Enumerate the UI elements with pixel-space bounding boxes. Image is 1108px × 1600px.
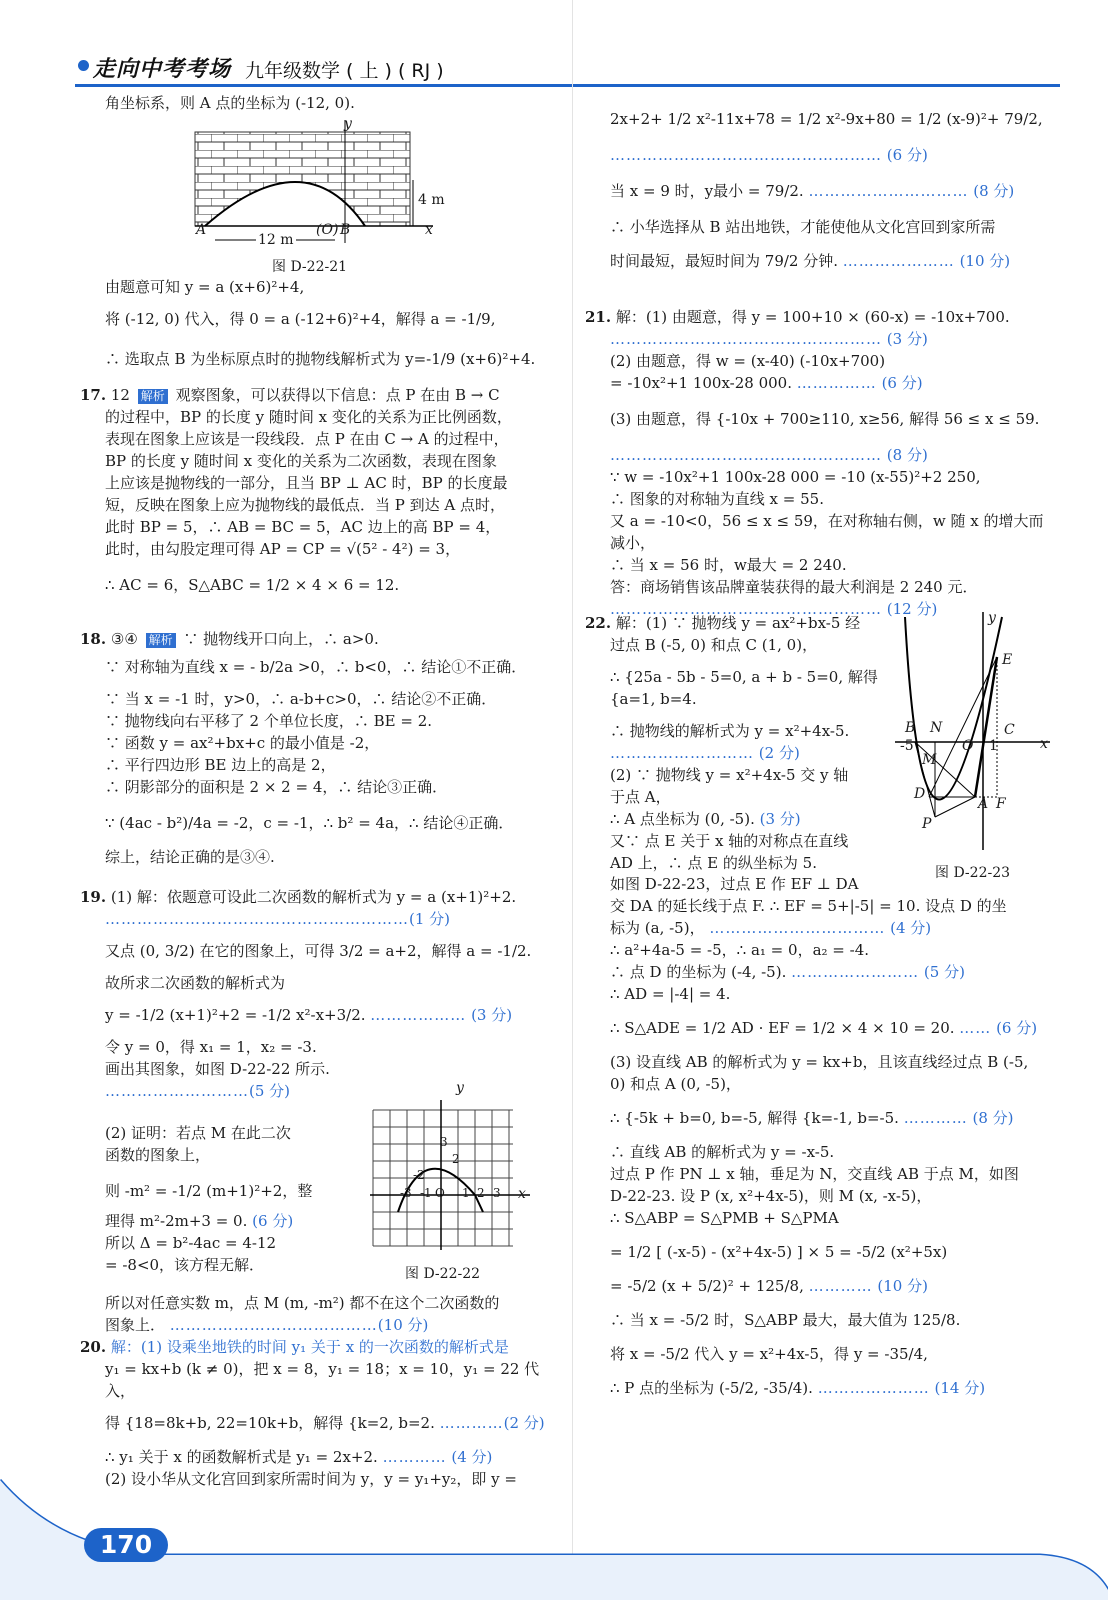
score: (2 分) <box>758 744 800 762</box>
score: (8 分) <box>886 446 928 464</box>
fig23-label: A <box>978 796 989 812</box>
q19: 19. (1) 解：依题意可设此二次函数的解析式为 y = a (x+1)²+2. …………………………………………………(1 分) 又点 (0, 3/2) 在它的图象上，可得 3/2 = a+2，解得 a = -1/2. 故所求二次函数的解析式为 y = -1/2 (x+1)²+2 = -1/2 x²-x+3/2. ……………… (3 分) 令 y = 0，得 x₁ = 1，x₂ = -3. 画出其图象，如图 D-22-22 所示. ………………………(5 分) <box>80 886 555 1102</box>
q22-line: = 1/2 [ (-x-5) - (x²+4x-5) ] × 5 = -5/2 (x²+5x) <box>610 1243 948 1261</box>
right-line: 时间最短，最短时间为 79/2 分钟. <box>610 252 838 270</box>
q16-line-2: 将 (-12, 0) 代入，得 0 = a (-12+6)²+4，解得 a = -1/9, <box>105 310 496 328</box>
fig22-tick: 3 <box>493 1186 501 1200</box>
fig21-y-label: y <box>344 116 352 132</box>
fig23-label: 1 <box>989 738 998 754</box>
q20-line: 得 {18=8k+b, 22=10k+b，解得 {k=2, b=2. <box>105 1414 435 1432</box>
q17-line: 表现在图象上应该是一段线段．点 P 在由 C → A 的过程中， <box>105 430 509 448</box>
q19-line: 令 y = 0，得 x₁ = 1，x₂ = -3. <box>105 1038 317 1056</box>
header-subtitle: 九年级数学 ( 上 ) ( RJ ) <box>245 60 444 82</box>
q22-line: ∴ {-5k + b=0, b=-5, 解得 {k=-1, b=-5. <box>610 1109 899 1127</box>
fig23-label: M <box>922 752 937 768</box>
q19-line: 所以对任意实数 m，点 M (m, -m²) 都不在这个二次函数的 <box>105 1294 500 1312</box>
q21-line: ∴ 图象的对称轴为直线 x = 55. <box>610 490 824 508</box>
score: (10 分) <box>877 1277 928 1295</box>
q17-line: 上应该是抛物线的一部分，且当 BP ⊥ AC 时，BP 的长度最 <box>105 474 508 492</box>
q22-line: ∴ P 点的坐标为 (-5/2, -35/4). <box>610 1379 813 1397</box>
q17-answer: 12 <box>110 386 130 404</box>
fig21-caption: 图 D-22-21 <box>272 259 348 275</box>
q18-analysis-tag: 解析 <box>146 633 176 648</box>
q19-line: 图象上． <box>105 1316 166 1334</box>
q18 <box>80 628 555 868</box>
fig22-y-label: y <box>456 1080 464 1096</box>
page-header <box>0 0 1108 92</box>
score: (4 分) <box>451 1448 493 1466</box>
q21-line: 又 a = -10<0，56 ≤ x ≤ 59，在对称轴右侧，w 随 x 的增大而减小， <box>610 512 1044 552</box>
q22-line: AD 上，∴ 点 E 的纵坐标为 5. <box>610 854 817 872</box>
q19-part2 <box>105 1122 365 1276</box>
q22-line: 将 x = -5/2 代入 y = x²+4x-5，得 y = -35/4, <box>610 1345 928 1363</box>
q22-line: ∴ A 点坐标为 (0, -5). <box>610 810 755 828</box>
q22-line: ∴ 直线 AB 的解析式为 y = -x-5. <box>610 1143 835 1161</box>
score: (4 分) <box>890 919 932 937</box>
header-rule <box>75 84 1060 87</box>
q16-line-3: ∴ 选取点 B 为坐标原点时的抛物线解析式为 y=-1/9 (x+6)²+4. <box>105 350 536 368</box>
figure-d-22-21 <box>185 118 455 268</box>
q16-line-1: 由题意可知 y = a (x+6)²+4, <box>105 278 305 296</box>
q20-line: 解：(1) 设乘坐地铁的时间 y₁ 关于 x 的一次函数的解析式是 <box>110 1338 509 1356</box>
fig23-label: E <box>1002 652 1013 668</box>
q19-part2-tail: 所以对任意实数 m，点 M (m, -m²) 都不在这个二次函数的 图象上． …………………………………(10 分) <box>105 1292 555 1336</box>
left-column <box>105 92 555 114</box>
q22-line: D-22-23. 设 P (x, x²+4x-5)，则 M (x, -x-5)， <box>610 1187 932 1205</box>
fig22-tick: -3 <box>400 1186 412 1200</box>
q22-line: 0) 和点 A (0, -5)， <box>610 1075 741 1093</box>
q22-line: (2) ∵ 抛物线 y = x²+4x-5 交 y 轴 <box>610 766 849 784</box>
q18-line: 综上，结论正确的是③④. <box>105 848 275 866</box>
q19-line: y = -1/2 (x+1)²+2 = -1/2 x²-x+3/2. <box>105 1006 366 1024</box>
q19-line: 理得 m²-2m+3 = 0. <box>105 1212 248 1230</box>
score: (2 分) <box>503 1414 545 1432</box>
score: (6 分) <box>881 374 923 392</box>
q20-number: 20. <box>80 1338 107 1356</box>
q18-line: ∵ (4ac - b²)/4a = -2，c = -1，∴ b² = 4a，∴ 结论④正确． <box>105 814 514 832</box>
q20: 20. 解：(1) 设乘坐地铁的时间 y₁ 关于 x 的一次函数的解析式是 y₁ = kx+b (k ≠ 0)，把 x = 8，y₁ = 18；x = 10，y₁ = 22 代入， 得 {18=8k+b, 22=10k+b，解得 {k=2, b=2. …………(2 分) ∴ y₁ 关于 x 的函数解析式是 y₁ = 2x+2. ………… (4 分) (2) 设小华从文化宫回到家所需时间为 y，y = y₁+y₂，即 y = <box>80 1336 555 1490</box>
q21: 21. 解：(1) 由题意，得 y = 100+10 × (60-x) = -10x+700. …………………………………………… (3 分) (2) 由题意，得 w = (x-40) (-10x+700) = -10x²+1 100x-28 000. …………… (6 分) (3) 由题意，得 {-10x + 700≥110, x≥56, 解得 56 ≤ x ≤ 59. …………………………………………… (8 分) ∵ w = -10x²+1 100x-28 000 = -10 (x-55)²+2 250, ∴ 图象的对称轴为直线 x = 55. 又 a = -10<0，56 ≤ x ≤ 59，在对称轴右侧，w 随 x 的增大而减小， ∴ 当 x = 56 时，w最大 = 2 240. 答：商场销售该品牌童装获得的最大利润是 2 240 元． …………………………………………… (12 分) <box>585 306 1055 620</box>
q17-line: 此时 BP = 5，∴ AB = BC = 5，AC 边上的高 BP = 4， <box>105 518 501 536</box>
q17-line-0: 观察图象，可以获得以下信息：点 P 在由 B → C <box>175 386 500 404</box>
q17-line: BP 的长度 y 随时间 x 变化的关系为二次函数，表现在图象 <box>105 452 497 470</box>
q19-line: 函数的图象上， <box>105 1146 211 1164</box>
q22-line: ∴ 抛物线的解析式为 y = x²+4x-5. <box>610 722 850 740</box>
fig23-label: y <box>988 610 996 626</box>
fig23-label: F <box>996 796 1006 812</box>
q17-line: 短，反映在图象上应为抛物线的最低点．当 P 到达 A 点时， <box>105 496 506 514</box>
q16-tail <box>105 276 555 370</box>
score: (6 分) <box>996 1019 1038 1037</box>
fig23-label: O <box>962 738 974 754</box>
header-bullet-icon <box>78 60 89 71</box>
q18-line-0: ∵ 抛物线开口向上，∴ a>0. <box>183 630 379 648</box>
score: (8 分) <box>972 1109 1014 1127</box>
fig21-width-label: 12 m <box>258 232 294 248</box>
q18-answer: ③④ <box>110 630 138 648</box>
figure-d-22-22 <box>370 1100 535 1260</box>
score: (14 分) <box>934 1379 986 1397</box>
q19-line: 则 -m² = -1/2 (m+1)²+2，整 <box>105 1182 313 1200</box>
q22-line: 又∵ 点 E 关于 x 轴的对称点在直线 <box>610 832 849 850</box>
q18-line: ∵ 抛物线向右平移了 2 个单位长度，∴ BE = 2. <box>105 712 433 730</box>
q22-line: ∴ 点 D 的坐标为 (-4, -5). <box>610 963 787 981</box>
q22-continued: 如图 D-22-23，过点 E 作 EF ⊥ DA 交 DA 的延长线于点 F. ∴ EF = 5+|-5| = 10. 设点 D 的坐 标为 (a, -5)， …………………………… (4 分) ∴ a²+4a-5 = -5，∴ a₁ = 0，a₂ = -4. ∴ 点 D 的坐标为 (-4, -5). …………………… (5 分) ∴ AD = |-4| = 4. ∴ S△ADE = 1/2 AD · EF = 1/2 × 4 × 10 = 20. …… (6 分) (3) 设直线 AB 的解析式为 y = kx+b，且该直线经过点 B (-5, 0) 和点 A (0, -5)， ∴ {-5k + b=0, b=-5, 解得 {k=-1, b=-5. ………… (8 分) ∴ 直线 AB 的解析式为 y = -x-5. 过点 P 作 PN ⊥ x 轴，垂足为 N，交直线 AB 于点 M，如图 D-22-23. 设 P (x, x²+4x-5)，则 M (x, -x-5)， ∴ S△ABP = S△PMB + S△PMA = 1/2 [ (-x-5) - (x²+4x-5) ] × 5 = -5/2 (x²+5x) = -5/2 (x + 5/2)² + 125/8, ………… (10 分) ∴ 当 x = -5/2 时，S△ABP 最大，最大值为 125/8. 将 x = -5/2 代入 y = x²+4x-5，得 y = -35/4, ∴ P 点的坐标为 (-5/2, -35/4). ………………… (14 分) <box>610 873 1055 1399</box>
fig21-o-label: (O) <box>316 222 339 238</box>
q21-number: 21. <box>585 308 612 326</box>
page-number: 170 <box>84 1528 168 1562</box>
q17-analysis-tag: 解析 <box>138 389 168 404</box>
footer-decoration <box>0 1440 1108 1600</box>
q20-continued: 2x+2+ 1/2 x²-11x+78 = 1/2 x²-9x+80 = 1/2 (x-9)²+ 79/2, …………………………………………… (6 分) 当 x = 9 时，y最小 = 79/2. ………………………… (8 分) ∴ 小华选择从 B 站出地铁，才能使他从文化宫回到家所需 时间最短，最短时间为 79/2 分钟. ………………… (10 分) <box>610 108 1050 272</box>
fig23-label: B <box>905 720 916 736</box>
score: (6 分) <box>252 1212 294 1230</box>
score: (3 分) <box>471 1006 513 1024</box>
q19-line: 画出其图象，如图 D-22-22 所示. <box>105 1060 330 1078</box>
q22-line: 交 DA 的延长线于点 F. ∴ EF = 5+|-5| = 10. 设点 D 的坐 <box>610 897 1007 915</box>
q21-line: ∵ w = -10x²+1 100x-28 000 = -10 (x-55)²+2 250, <box>610 468 981 486</box>
fig22-tick: -1 <box>420 1186 432 1200</box>
q22: 22. 解：(1) ∵ 抛物线 y = ax²+bx-5 经 过点 B (-5, 0) 和点 C (1, 0)， ∴ {25a - 5b - 5=0, a + b - 5=0, 解得 {a=1, b=4. ∴ 抛物线的解析式为 y = x²+4x-5. ……………………… (2 分) (2) ∵ 抛物线 y = x²+4x-5 交 y 轴 于点 A， ∴ A 点坐标为 (0, -5). (3 分) 又∵ 点 E 关于 x 轴的对称点在直线 AD 上，∴ 点 E 的纵坐标为 5. <box>585 612 885 874</box>
q17 <box>80 384 555 596</box>
q17-line: ∴ AC = 6，S△ABC = 1/2 × 4 × 6 = 12. <box>105 576 400 594</box>
score: (5 分) <box>249 1082 291 1100</box>
q18-line: ∴ 阴影部分的面积是 2 × 2 = 4，∴ 结论③正确． <box>105 778 448 796</box>
q20-line: ∴ y₁ 关于 x 的函数解析式是 y₁ = 2x+2. <box>105 1448 378 1466</box>
q21-line: (2) 由题意，得 w = (x-40) (-10x+700) <box>610 352 886 370</box>
q22-line: 如图 D-22-23，过点 E 作 EF ⊥ DA <box>610 875 859 893</box>
score: (10 分) <box>377 1316 429 1334</box>
q22-line: 标为 (a, -5)， <box>610 919 705 937</box>
q22-line: ∴ AD = |-4| = 4. <box>610 985 731 1003</box>
fig23-label: D <box>914 786 926 802</box>
fig22-tick: 1 <box>462 1186 470 1200</box>
q22-line: ∴ 当 x = -5/2 时，S△ABP 最大，最大值为 125/8. <box>610 1311 961 1329</box>
fig22-tick: 2 <box>477 1186 485 1200</box>
intro-line: 角坐标系，则 A 点的坐标为 (-12, 0). <box>105 94 355 112</box>
header-brand: 走向中考考场 <box>93 57 232 82</box>
fig22-tick: 3 <box>440 1135 448 1149</box>
q22-line: ∴ S△ABP = S△PMB + S△PMA <box>610 1209 839 1227</box>
fig21-x-label: x <box>425 222 433 238</box>
q22-number: 22. <box>585 614 612 632</box>
score: (10 分) <box>959 252 1011 270</box>
q18-line: ∵ 当 x = -1 时，y>0，∴ a-b+c>0，∴ 结论②不正确． <box>105 690 497 708</box>
right-line: 2x+2+ 1/2 x²-11x+78 = 1/2 x²-9x+80 = 1/2 (x-9)²+ 79/2, <box>610 110 1043 128</box>
q22-line: = -5/2 (x + 5/2)² + 125/8, <box>610 1277 804 1295</box>
q22-line: ∴ {25a - 5b - 5=0, a + b - 5=0, 解得 {a=1, b=4. <box>610 668 878 708</box>
q22-line: 解：(1) ∵ 抛物线 y = ax²+bx-5 经 <box>615 614 861 632</box>
fig23-label: x <box>1040 736 1048 752</box>
right-line: 当 x = 9 时，y最小 = 79/2. <box>610 182 804 200</box>
fig21-b-label: B <box>340 222 351 238</box>
fig22-tick: O <box>435 1186 445 1200</box>
score: (12 分) <box>886 600 938 618</box>
q19-number: 19. <box>80 888 107 906</box>
fig21-height-label: 4 m <box>418 192 445 208</box>
figure-d-22-23 <box>895 612 1055 852</box>
score: (8 分) <box>973 182 1015 200</box>
q19-line: 又点 (0, 3/2) 在它的图象上，可得 3/2 = a+2，解得 a = -1/2. <box>105 942 532 960</box>
score: (3 分) <box>886 330 928 348</box>
fig22-x-label: x <box>518 1186 526 1202</box>
q22-line: ∴ a²+4a-5 = -5，∴ a₁ = 0，a₂ = -4. <box>610 941 870 959</box>
q18-line: ∵ 对称轴为直线 x = - b/2a >0，∴ b<0，∴ 结论①不正确． <box>105 658 527 676</box>
q22-line: 过点 P 作 PN ⊥ x 轴，垂足为 N，交直线 AB 于点 M，如图 <box>610 1165 1019 1183</box>
q19-line: = -8<0，该方程无解． <box>105 1256 265 1274</box>
q19-line: 故所求二次函数的解析式为 <box>105 974 286 992</box>
q21-line: 答：商场销售该品牌童装获得的最大利润是 2 240 元． <box>610 578 978 596</box>
fig23-label: P <box>922 816 932 832</box>
q18-line: ∴ 平行四边形 BE 边上的高是 2， <box>105 756 336 774</box>
column-divider <box>572 0 573 1600</box>
q19-line: (2) 证明：若点 M 在此二次 <box>105 1124 291 1142</box>
q22-line: 于点 A， <box>610 788 671 806</box>
right-line: ∴ 小华选择从 B 站出地铁，才能使他从文化宫回到家所需 <box>610 218 996 236</box>
fig23-label: C <box>1004 722 1015 738</box>
q18-number: 18. <box>80 630 107 648</box>
q19-line: 所以 Δ = b²-4ac = 4-12 <box>105 1234 277 1252</box>
fig23-caption: 图 D-22-23 <box>935 865 1011 881</box>
q22-line: 过点 B (-5, 0) 和点 C (1, 0)， <box>610 636 818 654</box>
score: (1 分) <box>409 910 451 928</box>
fig23-label: N <box>930 720 943 736</box>
score: (6 分) <box>886 146 928 164</box>
q18-line: ∵ 函数 y = ax²+bx+c 的最小值是 -2， <box>105 734 380 752</box>
q21-line: (3) 由题意，得 {-10x + 700≥110, x≥56, 解得 56 ≤ x ≤ 59. <box>610 410 1040 428</box>
q20-line: y₁ = kx+b (k ≠ 0)，把 x = 8，y₁ = 18；x = 10，y₁ = 22 代入， <box>105 1360 540 1400</box>
q22-line: (3) 设直线 AB 的解析式为 y = kx+b，且该直线经过点 B (-5, <box>610 1053 1029 1071</box>
q21-line: ∴ 当 x = 56 时，w最大 = 2 240. <box>610 556 847 574</box>
q20-line: (2) 设小华从文化宫回到家所需时间为 y，y = y₁+y₂，即 y = <box>105 1470 517 1488</box>
q17-line: 的过程中，BP 的长度 y 随时间 x 变化的关系为正比例函数， <box>105 408 512 426</box>
fig23-label: -5 <box>900 738 914 754</box>
q17-number: 17. <box>80 386 107 404</box>
fig22-tick: -2 <box>413 1168 425 1182</box>
fig21-a-label: A <box>196 222 207 238</box>
score: (5 分) <box>923 963 965 981</box>
q22-line: ∴ S△ADE = 1/2 AD · EF = 1/2 × 4 × 10 = 20. <box>610 1019 955 1037</box>
q21-line: 解：(1) 由题意，得 y = 100+10 × (60-x) = -10x+700. <box>615 308 1010 326</box>
score: (3 分) <box>759 810 801 828</box>
fig22-tick: 2 <box>452 1152 460 1166</box>
q17-line: 此时，由勾股定理可得 AP = CP = √(5² - 4²) = 3， <box>105 540 461 558</box>
fig22-caption: 图 D-22-22 <box>405 1266 481 1282</box>
q19-line: (1) 解：依题意可设此二次函数的解析式为 y = a (x+1)²+2. <box>110 888 517 906</box>
q21-line: = -10x²+1 100x-28 000. <box>610 374 792 392</box>
